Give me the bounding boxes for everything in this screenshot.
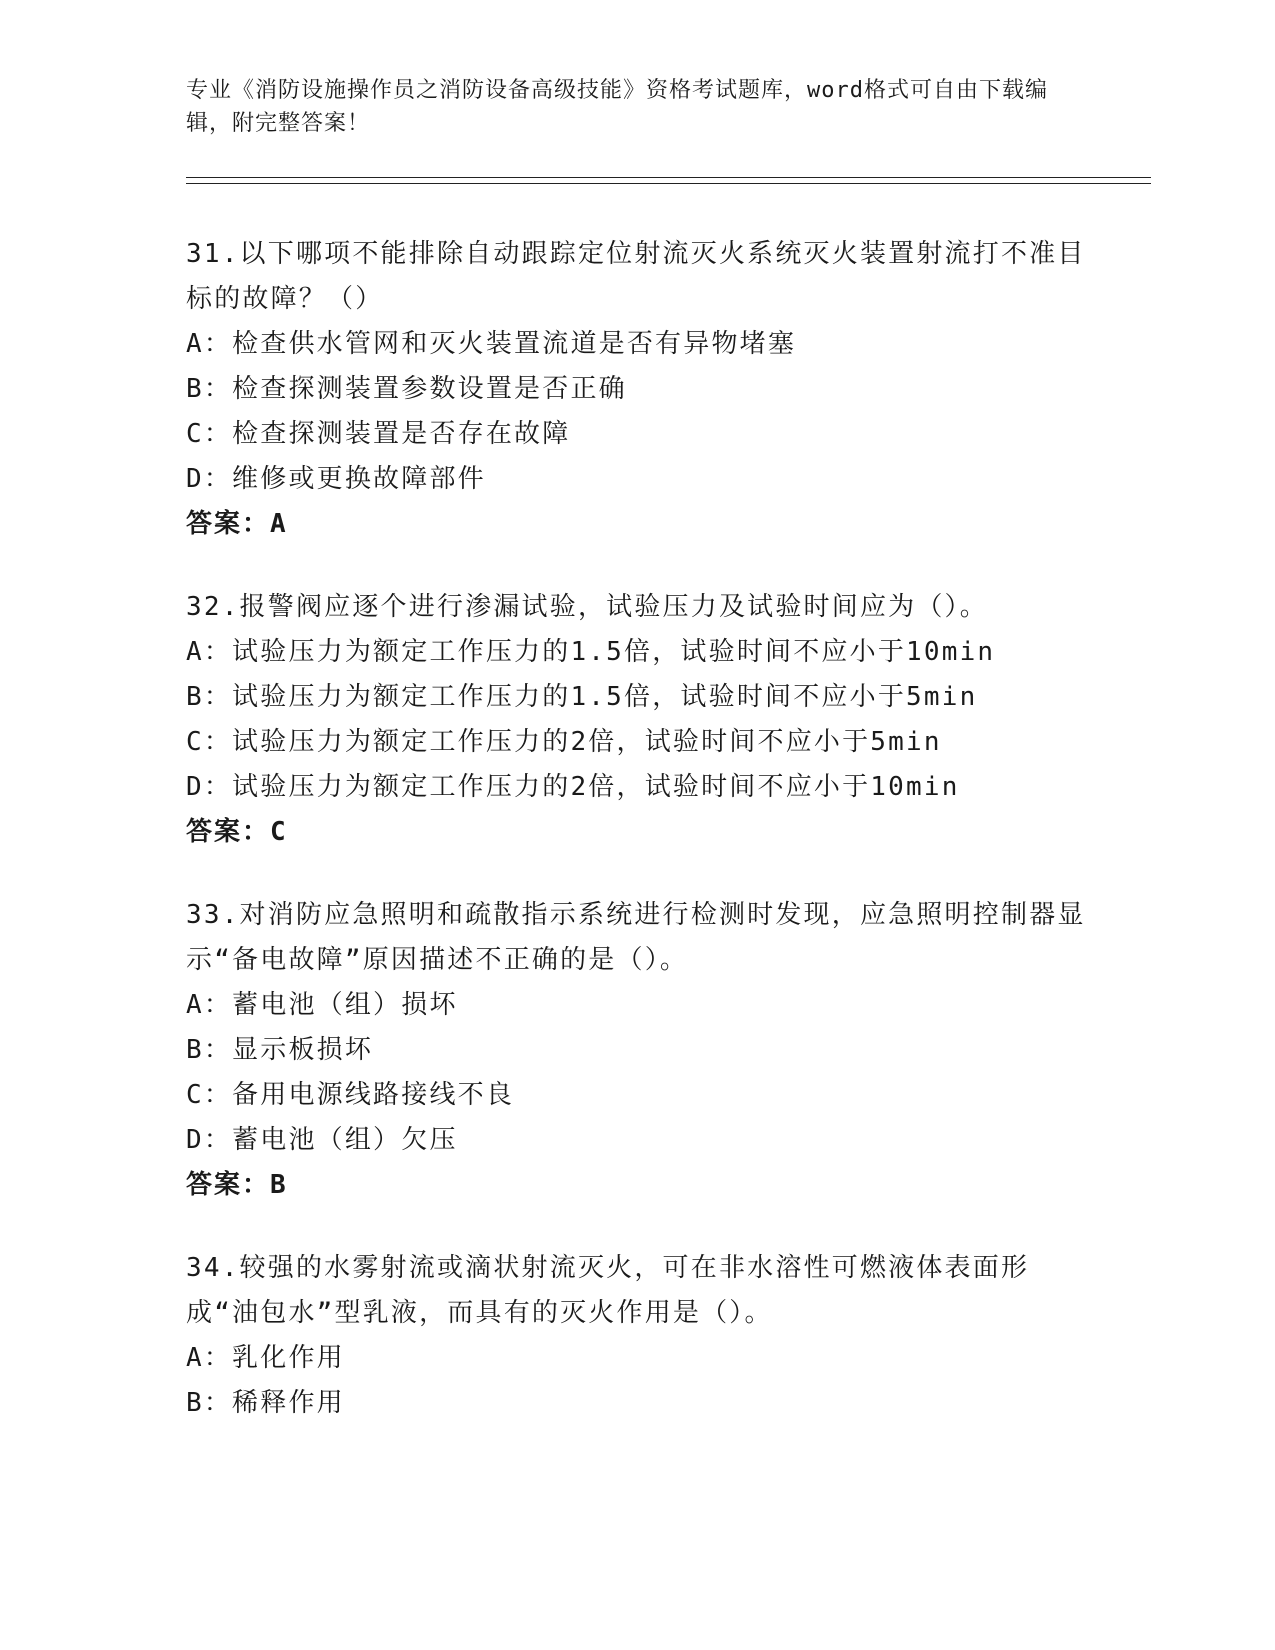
option-b: B：显示板损坏: [186, 1035, 374, 1065]
question-stem: 31.以下哪项不能排除自动跟踪定位射流灭火系统灭火装置射流打不准目标的故障？（）: [186, 239, 1086, 314]
answer: 答案：C: [186, 817, 288, 847]
header-rule-bottom: [186, 183, 1151, 184]
question-stem: 33.对消防应急照明和疏散指示系统进行检测时发现，应急照明控制器显示“备电故障”原因描述不正确的是（）。: [186, 900, 1086, 975]
option-b: B：试验压力为额定工作压力的1.5倍，试验时间不应小于5min: [186, 682, 978, 712]
question-33: [186, 893, 1086, 1208]
question-34: [186, 1246, 1086, 1426]
option-c: C：检查探测装置是否存在故障: [186, 419, 571, 449]
option-d: D：维修或更换故障部件: [186, 464, 486, 494]
option-c: C：试验压力为额定工作压力的2倍，试验时间不应小于5min: [186, 727, 942, 757]
option-d: D：蓄电池（组）欠压: [186, 1125, 458, 1155]
option-a: A：蓄电池（组）损坏: [186, 990, 458, 1020]
option-a: A：试验压力为额定工作压力的1.5倍，试验时间不应小于10min: [186, 637, 996, 667]
answer: 答案：B: [186, 1170, 288, 1200]
option-d: D：试验压力为额定工作压力的2倍，试验时间不应小于10min: [186, 772, 960, 802]
option-a: A：乳化作用: [186, 1343, 345, 1373]
option-b: B：稀释作用: [186, 1388, 345, 1418]
option-b: B：检查探测装置参数设置是否正确: [186, 374, 627, 404]
option-a: A：检查供水管网和灭火装置流道是否有异物堵塞: [186, 329, 797, 359]
question-stem: 34.较强的水雾射流或滴状射流灭火，可在非水溶性可燃液体表面形成“油包水”型乳液，而具有的灭火作用是（）。: [186, 1253, 1030, 1328]
option-c: C：备用电源线路接线不良: [186, 1080, 515, 1110]
question-32: [186, 585, 1086, 855]
question-list: [186, 232, 1086, 1464]
question-stem: 32.报警阀应逐个进行渗漏试验，试验压力及试验时间应为（）。: [186, 592, 988, 622]
header-rule-top: [186, 177, 1151, 178]
answer: 答案：A: [186, 509, 288, 539]
document-header-text: 专业《消防设施操作员之消防设备高级技能》资格考试题库，word格式可自由下载编辑，附完整答案！: [186, 78, 1048, 136]
question-31: [186, 232, 1086, 547]
